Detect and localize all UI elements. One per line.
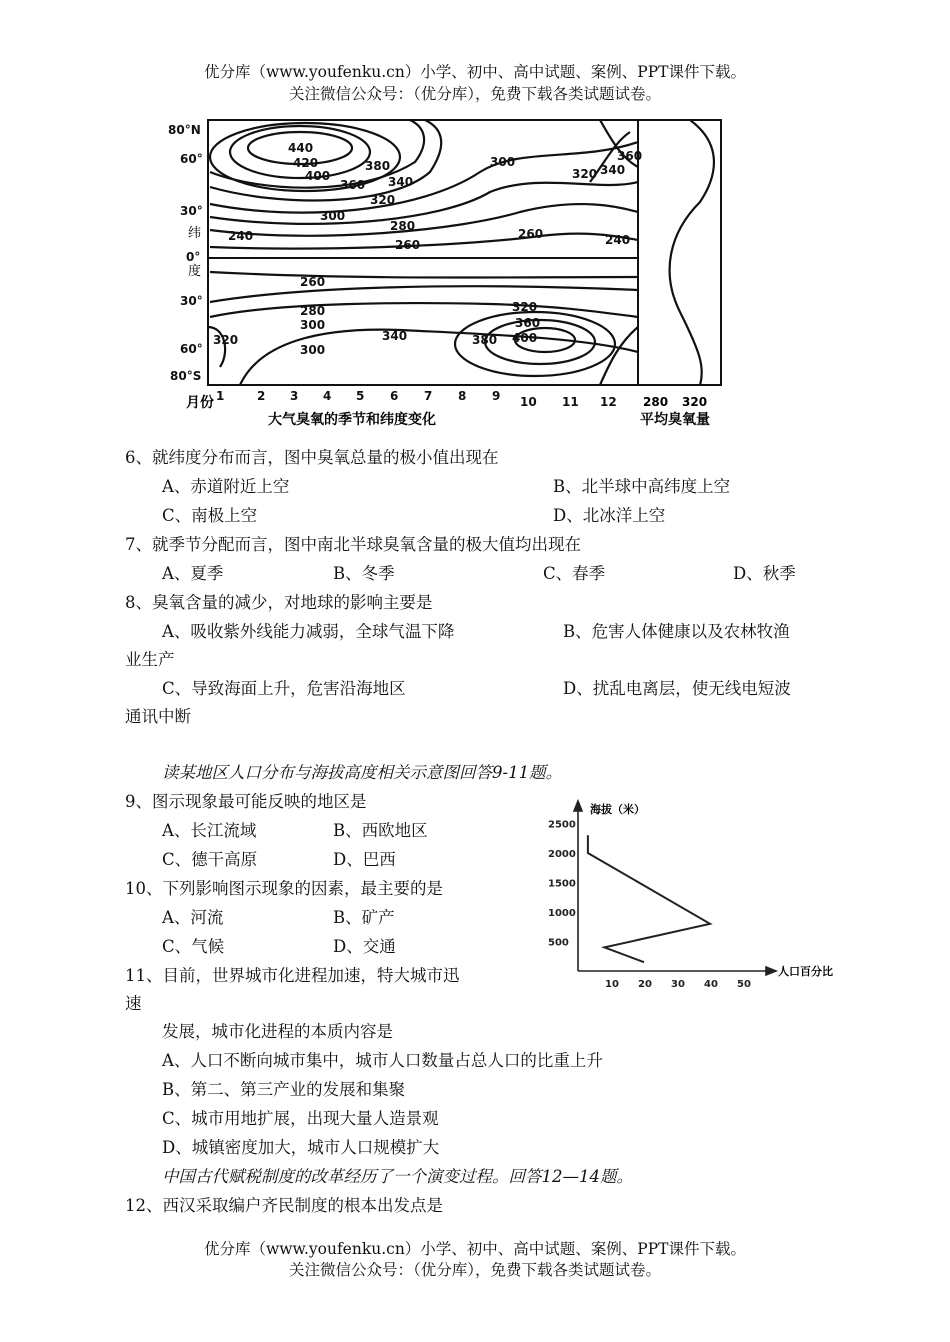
contour-label: 320 [370, 193, 396, 207]
contour-label: 360 [515, 316, 541, 330]
month-ticks [216, 389, 617, 409]
contour-label: 240 [605, 233, 631, 247]
q11-option-a: A、人口不断向城市集中，城市人口数量占总人口的比重上升 [162, 1051, 603, 1070]
side-tick: 280 [643, 395, 669, 409]
q11-option-d: D、城镇密度加大，城市人口规模扩大 [162, 1138, 440, 1157]
q8-option-b-cont: 业生产 [125, 650, 175, 669]
contour-label: 360 [340, 178, 366, 192]
q6-option-b: B、北半球中高纬度上空 [553, 477, 731, 496]
side-tick: 320 [682, 395, 708, 409]
q10-option-a: A、河流 [162, 908, 224, 927]
population-altitude-chart [540, 795, 850, 995]
q9-option-a: A、长江流域 [162, 821, 257, 840]
q8-option-d: D、扰乱电离层，使无线电短波 [563, 679, 791, 698]
contour-label: 400 [305, 169, 331, 183]
lat-ticks [168, 123, 203, 383]
q6-option-d: D、北冰洋上空 [553, 506, 666, 525]
q8-option-b: B、危害人体健康以及农林牧渔 [563, 622, 790, 641]
q7-stem: 7、就季节分配而言，图中南北半球臭氧含量的极大值均出现在 [125, 535, 581, 554]
ozone-chart-title: 大气臭氧的季节和纬度变化 [268, 412, 436, 428]
y-tick-label: 2500 [548, 819, 576, 831]
lat-axis-label-1: 纬 [188, 226, 202, 241]
q8-option-a: A、吸收紫外线能力减弱，全球气温下降 [162, 622, 455, 641]
q11-stem-cont: 速 [125, 994, 142, 1013]
month-tick: 7 [424, 389, 433, 403]
header-line-2: 关注微信公众号：（优分库），免费下载各类试题试卷。 [288, 85, 661, 103]
x-axis-title: 人口百分比 [778, 965, 833, 978]
lat-tick: 60° [180, 152, 203, 166]
y-tick-label: 2000 [548, 849, 576, 860]
x-tick-label: 50 [737, 979, 751, 990]
contour-label: 260 [300, 275, 326, 289]
footer-line-2: 关注微信公众号：（优分库），免费下载各类试题试卷。 [288, 1261, 661, 1279]
lat-tick: 0° [186, 250, 201, 264]
x-tick-label: 30 [671, 979, 685, 990]
month-tick: 2 [257, 389, 266, 403]
side-chart-title: 平均臭氧量 [640, 412, 710, 428]
q9-stem: 9、图示现象最可能反映的地区是 [125, 792, 367, 811]
q6-option-a: A、赤道附近上空 [162, 477, 290, 496]
contour-label: 300 [320, 209, 346, 223]
q10-stem: 10、下列影响图示现象的因素，最主要的是 [125, 879, 443, 898]
q7-option-b: B、冬季 [333, 564, 395, 583]
ozone-side-frame [638, 120, 721, 385]
lat-tick: 80°N [168, 123, 201, 137]
month-tick: 5 [356, 389, 365, 403]
y-axis-arrow [574, 801, 582, 811]
contour-label: 380 [365, 159, 391, 173]
month-tick: 12 [600, 395, 617, 409]
contour-label: 300 [300, 318, 326, 332]
contour-label: 420 [293, 156, 319, 170]
contour-label: 240 [228, 229, 254, 243]
y-tick-label: 500 [548, 937, 569, 949]
q7-option-a: A、夏季 [162, 564, 224, 583]
q10-option-b: B、矿产 [333, 908, 395, 927]
intro-9-11: 读某地区人口分布与海拔高度相关示意图回答9-11题。 [162, 763, 563, 782]
q9-option-d: D、巴西 [333, 850, 396, 869]
contour-label: 300 [490, 155, 516, 169]
q7-option-d: D、秋季 [733, 564, 796, 583]
q9-option-b: B、西欧地区 [333, 821, 428, 840]
q11-stem: 11、目前，世界城市化进程加速，特大城市迅 [125, 966, 460, 985]
q11-stem-cont2: 发展，城市化进程的本质内容是 [162, 1022, 393, 1041]
contour-label: 320 [512, 300, 538, 314]
intro-12-14: 中国古代赋税制度的改革经历了一个演变过程。回答12—14题。 [162, 1167, 633, 1186]
month-tick: 8 [458, 389, 467, 403]
x-tick-label: 20 [638, 979, 652, 990]
header-line-1: 优分库（www.youfenku.cn）小学、初中、高中试题、案例、PPT课件下载。 [203, 63, 747, 81]
x-axis-arrow [766, 967, 776, 975]
q12-stem: 12、西汉采取编户齐民制度的根本出发点是 [125, 1196, 443, 1215]
q7-option-c: C、春季 [543, 564, 606, 583]
q8-option-d-cont: 通讯中断 [125, 707, 191, 726]
contour-label: 320 [572, 167, 598, 181]
y-axis-title: 海拔（米） [590, 803, 645, 816]
average-ozone-curve [670, 120, 714, 385]
month-axis-label: 月份 [186, 395, 214, 411]
contour-label: 400 [512, 331, 538, 345]
q8-option-c: C、导致海面上升，危害沿海地区 [162, 679, 406, 698]
contour-label: 260 [395, 238, 421, 252]
q11-option-b: B、第二、第三产业的发展和集聚 [162, 1080, 406, 1099]
month-tick: 1 [216, 389, 225, 403]
q6-option-c: C、南极上空 [162, 506, 258, 525]
ozone-contours [208, 120, 638, 385]
q9-option-c: C、德干高原 [162, 850, 258, 869]
month-tick: 10 [520, 395, 537, 409]
lat-tick: 60° [180, 342, 203, 356]
q11-option-c: C、城市用地扩展，出现大量人造景观 [162, 1109, 439, 1128]
q8-stem: 8、臭氧含量的减少，对地球的影响主要是 [125, 593, 433, 612]
month-tick: 4 [323, 389, 332, 403]
contour-label: 300 [300, 343, 326, 357]
month-tick: 6 [390, 389, 399, 403]
contour-label: 440 [288, 141, 314, 155]
lat-tick: 80°S [170, 369, 202, 383]
q10-option-c: C、气候 [162, 937, 225, 956]
q10-option-d: D、交通 [333, 937, 396, 956]
y-tick-label: 1000 [548, 908, 576, 919]
month-tick: 11 [562, 395, 579, 409]
population-series-line [588, 835, 710, 962]
ozone-figure [160, 112, 740, 432]
footer-line-1: 优分库（www.youfenku.cn）小学、初中、高中试题、案例、PPT课件下载。 [203, 1240, 747, 1258]
contour-label: 320 [213, 333, 239, 347]
x-tick-label: 40 [704, 979, 718, 990]
contour-label: 360 [617, 149, 643, 163]
contour-label: 340 [388, 175, 414, 189]
contour-label: 340 [600, 163, 626, 177]
lat-tick: 30° [180, 204, 203, 218]
contour-label: 280 [300, 304, 326, 318]
lat-tick: 30° [180, 294, 203, 308]
q6-stem: 6、就纬度分布而言，图中臭氧总量的极小值出现在 [125, 448, 499, 467]
month-tick: 9 [492, 389, 501, 403]
contour-label: 260 [518, 227, 544, 241]
contour-label: 340 [382, 329, 408, 343]
contour-label: 280 [390, 219, 416, 233]
lat-axis-label-2: 度 [188, 264, 202, 279]
x-tick-label: 10 [605, 979, 619, 990]
contour-label: 380 [472, 333, 498, 347]
y-tick-label: 1500 [548, 878, 576, 890]
month-tick: 3 [290, 389, 299, 403]
